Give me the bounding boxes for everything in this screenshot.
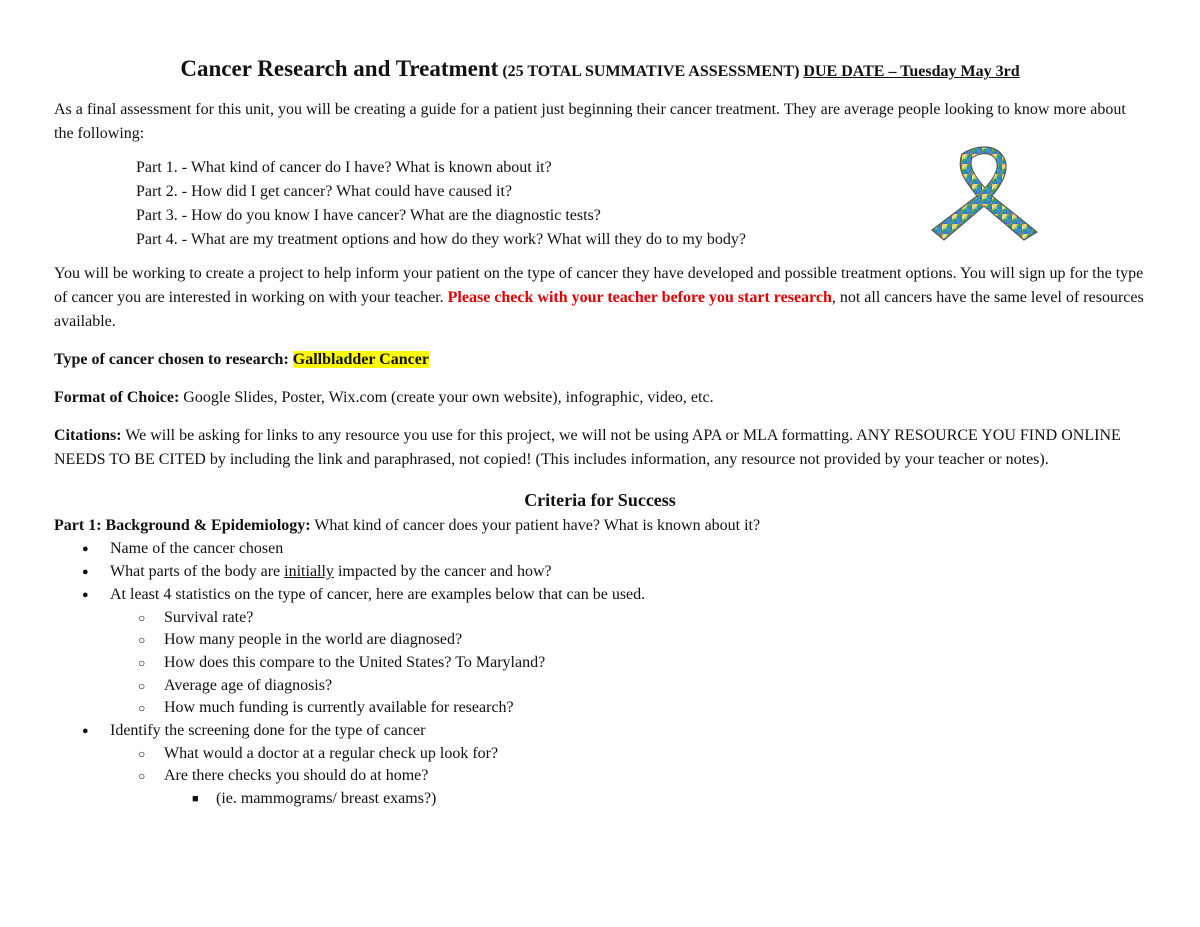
criteria-heading: Criteria for Success (524, 490, 676, 511)
title-main: Cancer Research and Treatment (180, 56, 499, 81)
cancer-type-line (54, 348, 1146, 372)
sub-list-item: ○ How does this compare to the United States? To Maryland? (110, 652, 1146, 675)
list-item (54, 584, 1146, 720)
list-item-text: What parts of the body are (110, 563, 285, 581)
project-text-1: You will be working to create a project to help inform your patient on the type of cancer they have developed and possible treatment options. You will sign up for the type of cancer you are interested in working on with your teacher. (54, 265, 1144, 307)
list-item-text: impacted by the cancer and how? (333, 563, 552, 581)
part1-label: Part 1: Background & Epidemiology: (54, 517, 311, 535)
sub-list-item: ○ How many people in the world are diagnosed? (110, 629, 1146, 652)
project-text-2: , not all cancers have the same level of resources available. (54, 289, 1144, 331)
list-item (54, 561, 1146, 584)
screening-list (110, 743, 1146, 811)
part1-question: What kind of cancer does your patient have? What is known about it? (310, 517, 761, 535)
format-line (54, 386, 1146, 410)
criteria-list (54, 538, 1146, 810)
intro-paragraph: As a final assessment for this unit, you will be creating a guide for a patient just beginning their cancer treatment. They are average people looking to know more about the following: (54, 101, 1126, 143)
citations-label: Citations: (54, 427, 122, 445)
title-due-date: DUE DATE – Tuesday May 3rd (803, 63, 1020, 80)
part-item: Part 4. - What are my treatment options and how do they work? What will they do to my body? (136, 231, 746, 249)
part-item: Part 3. - How do you know I have cancer? What are the diagnostic tests? (136, 207, 601, 225)
sub-list-item: ○ How much funding is currently available for research? (110, 697, 1146, 720)
title-assessment: (25 TOTAL SUMMATIVE ASSESSMENT) (502, 63, 800, 80)
part-item: Part 1. - What kind of cancer do I have? What is known about it? (136, 159, 552, 177)
sub-list-item (110, 765, 1146, 810)
list-item-text: At least 4 statistics on the type of cancer, here are examples below that can be used. (110, 585, 646, 603)
list-item-text: Identify the screening done for the type of cancer (110, 722, 426, 740)
project-paragraph (54, 262, 1146, 334)
screening-example-list (164, 788, 1146, 811)
stats-list (110, 607, 1146, 721)
list-item (54, 720, 1146, 811)
citations-paragraph (54, 424, 1146, 472)
sub-list-item-text: Are there checks you should do at home? (164, 767, 429, 785)
part1-heading (54, 514, 1146, 538)
format-label: Format of Choice: (54, 389, 180, 407)
citations-text: We will be asking for links to any resource you use for this project, we will not be using APA or MLA formatting. ANY RESOURCE YOU FIND ONLINE NEEDS TO BE CITED by including the link and paraphrased, not copied! (This includes information, any resource not provided by your teacher or notes). (54, 427, 1121, 469)
cancer-type-label: Type of cancer chosen to research: (54, 351, 289, 369)
sub-sub-list-item: ■ (ie. mammograms/ breast exams?) (164, 788, 1146, 811)
list-item-emphasis: initially (284, 563, 334, 581)
part-item: Part 2. - How did I get cancer? What could have caused it? (136, 183, 512, 201)
sub-list-item: ○ Average age of diagnosis? (110, 675, 1146, 698)
awareness-ribbon-icon (922, 144, 1052, 244)
format-value: Google Slides, Poster, Wix.com (create your own website), infographic, video, etc. (179, 389, 714, 407)
list-item: ● Name of the cancer chosen (54, 538, 1146, 561)
sub-list-item: ○ Survival rate? (110, 607, 1146, 630)
sub-list-item: ○ What would a doctor at a regular check up look for? (110, 743, 1146, 766)
document-page (54, 56, 1146, 811)
cancer-type-value: Gallbladder Cancer (292, 351, 429, 369)
document-title (54, 56, 1146, 82)
project-warning: Please check with your teacher before you start research (447, 289, 832, 307)
